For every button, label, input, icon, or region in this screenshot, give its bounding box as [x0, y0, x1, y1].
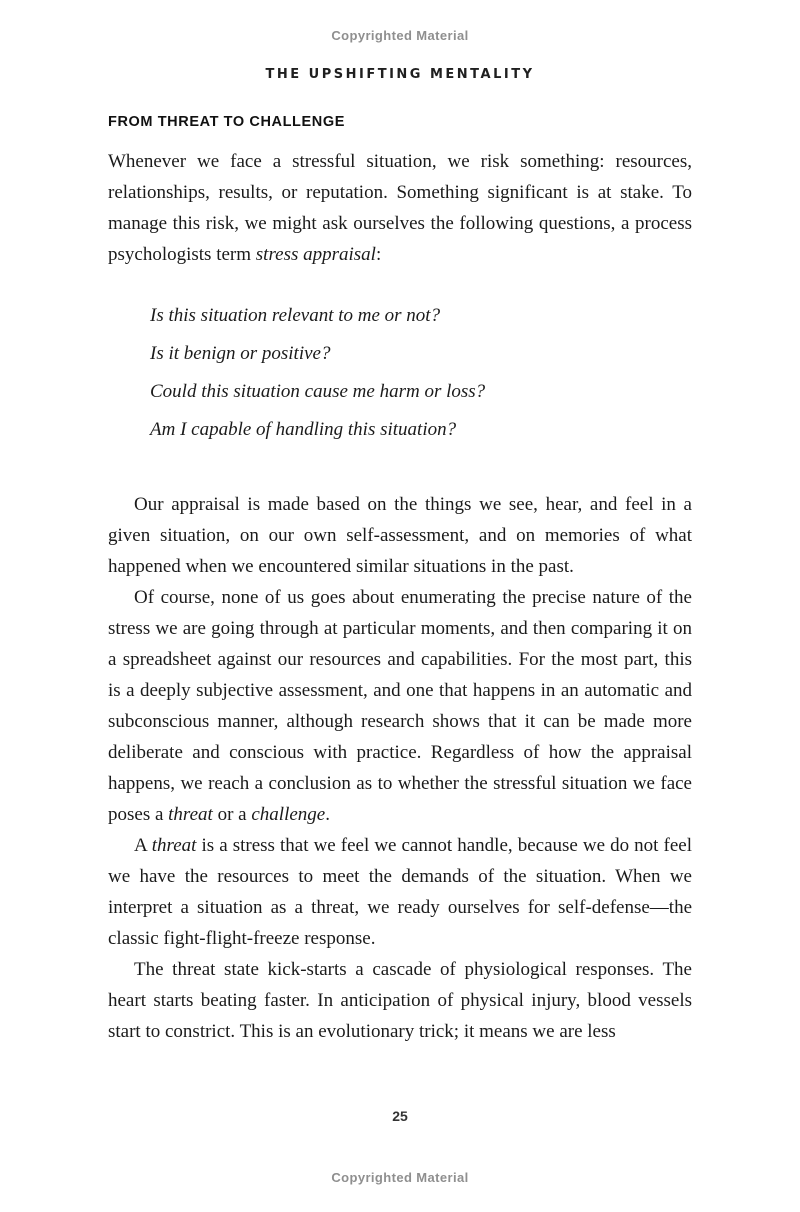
paragraph-threat-physiology [108, 954, 692, 1047]
copyright-notice-top: Copyrighted Material [331, 28, 469, 43]
text-segment: Our appraisal is made based on the things we see, hear, and feel in a given situation, on our own self-assessment, and on memories of what happened when we encountered similar situations in the past. [108, 494, 692, 577]
page-content [108, 114, 692, 1047]
quote-line-1: Is this situation relevant to me or not? [150, 305, 441, 326]
paragraph-appraisal-basis [108, 489, 692, 582]
italic-term-threat: threat [151, 835, 197, 856]
text-segment: . [325, 804, 330, 825]
paragraph-threat-definition [108, 830, 692, 954]
section-heading: FROM THREAT TO CHALLENGE [108, 114, 345, 130]
quote-line-4: Am I capable of handling this situation? [150, 419, 457, 440]
paragraph-opening [108, 146, 692, 270]
text-segment: Whenever we face a stressful situation, we risk something: resources, relationships, results, or reputation. Something significant is at stake. To manage this risk, we might ask ourselves the following questions, a process psychologists term [108, 151, 692, 265]
running-head: THE UPSHIFTING MENTALITY [265, 67, 535, 82]
appraisal-questions-block [150, 301, 692, 445]
text-segment: Of course, none of us goes about enumerating the precise nature of the stress we are going through at particular moments, and then comparing it on a spreadsheet against our resources and capabilities. For the most part, this is a deeply subjective assessment, and one that happens in an automatic and subconscious manner, although research shows that it can be made more deliberate and conscious with practice. Regardless of how the appraisal happens, we reach a conclusion as to whether the stressful situation we face poses a [108, 587, 692, 825]
paragraph-threat-or-challenge [108, 582, 692, 830]
italic-term-challenge: challenge [251, 804, 326, 825]
text-segment: or a [212, 804, 252, 825]
quote-line-2: Is it benign or positive? [150, 343, 331, 364]
page-number: 25 [392, 1108, 408, 1124]
copyright-notice-bottom: Copyrighted Material [331, 1170, 469, 1185]
text-segment: is a stress that we feel we cannot handle, because we do not feel we have the resources to meet the demands of the situation. When we interpret a situation as a threat, we ready ourselves for self-defense—the classic fight-flight-freeze response. [108, 835, 692, 949]
text-segment: A [134, 835, 152, 856]
quote-line-3: Could this situation cause me harm or loss? [150, 381, 486, 402]
text-segment: The threat state kick-starts a cascade of physiological responses. The heart starts beating faster. In anticipation of physical injury, blood vessels start to constrict. This is an evolutionary trick; it means we are less [108, 959, 692, 1042]
italic-term-threat: threat [168, 804, 213, 825]
italic-term-stress-appraisal: stress appraisal [255, 244, 376, 265]
text-segment: : [375, 244, 382, 265]
